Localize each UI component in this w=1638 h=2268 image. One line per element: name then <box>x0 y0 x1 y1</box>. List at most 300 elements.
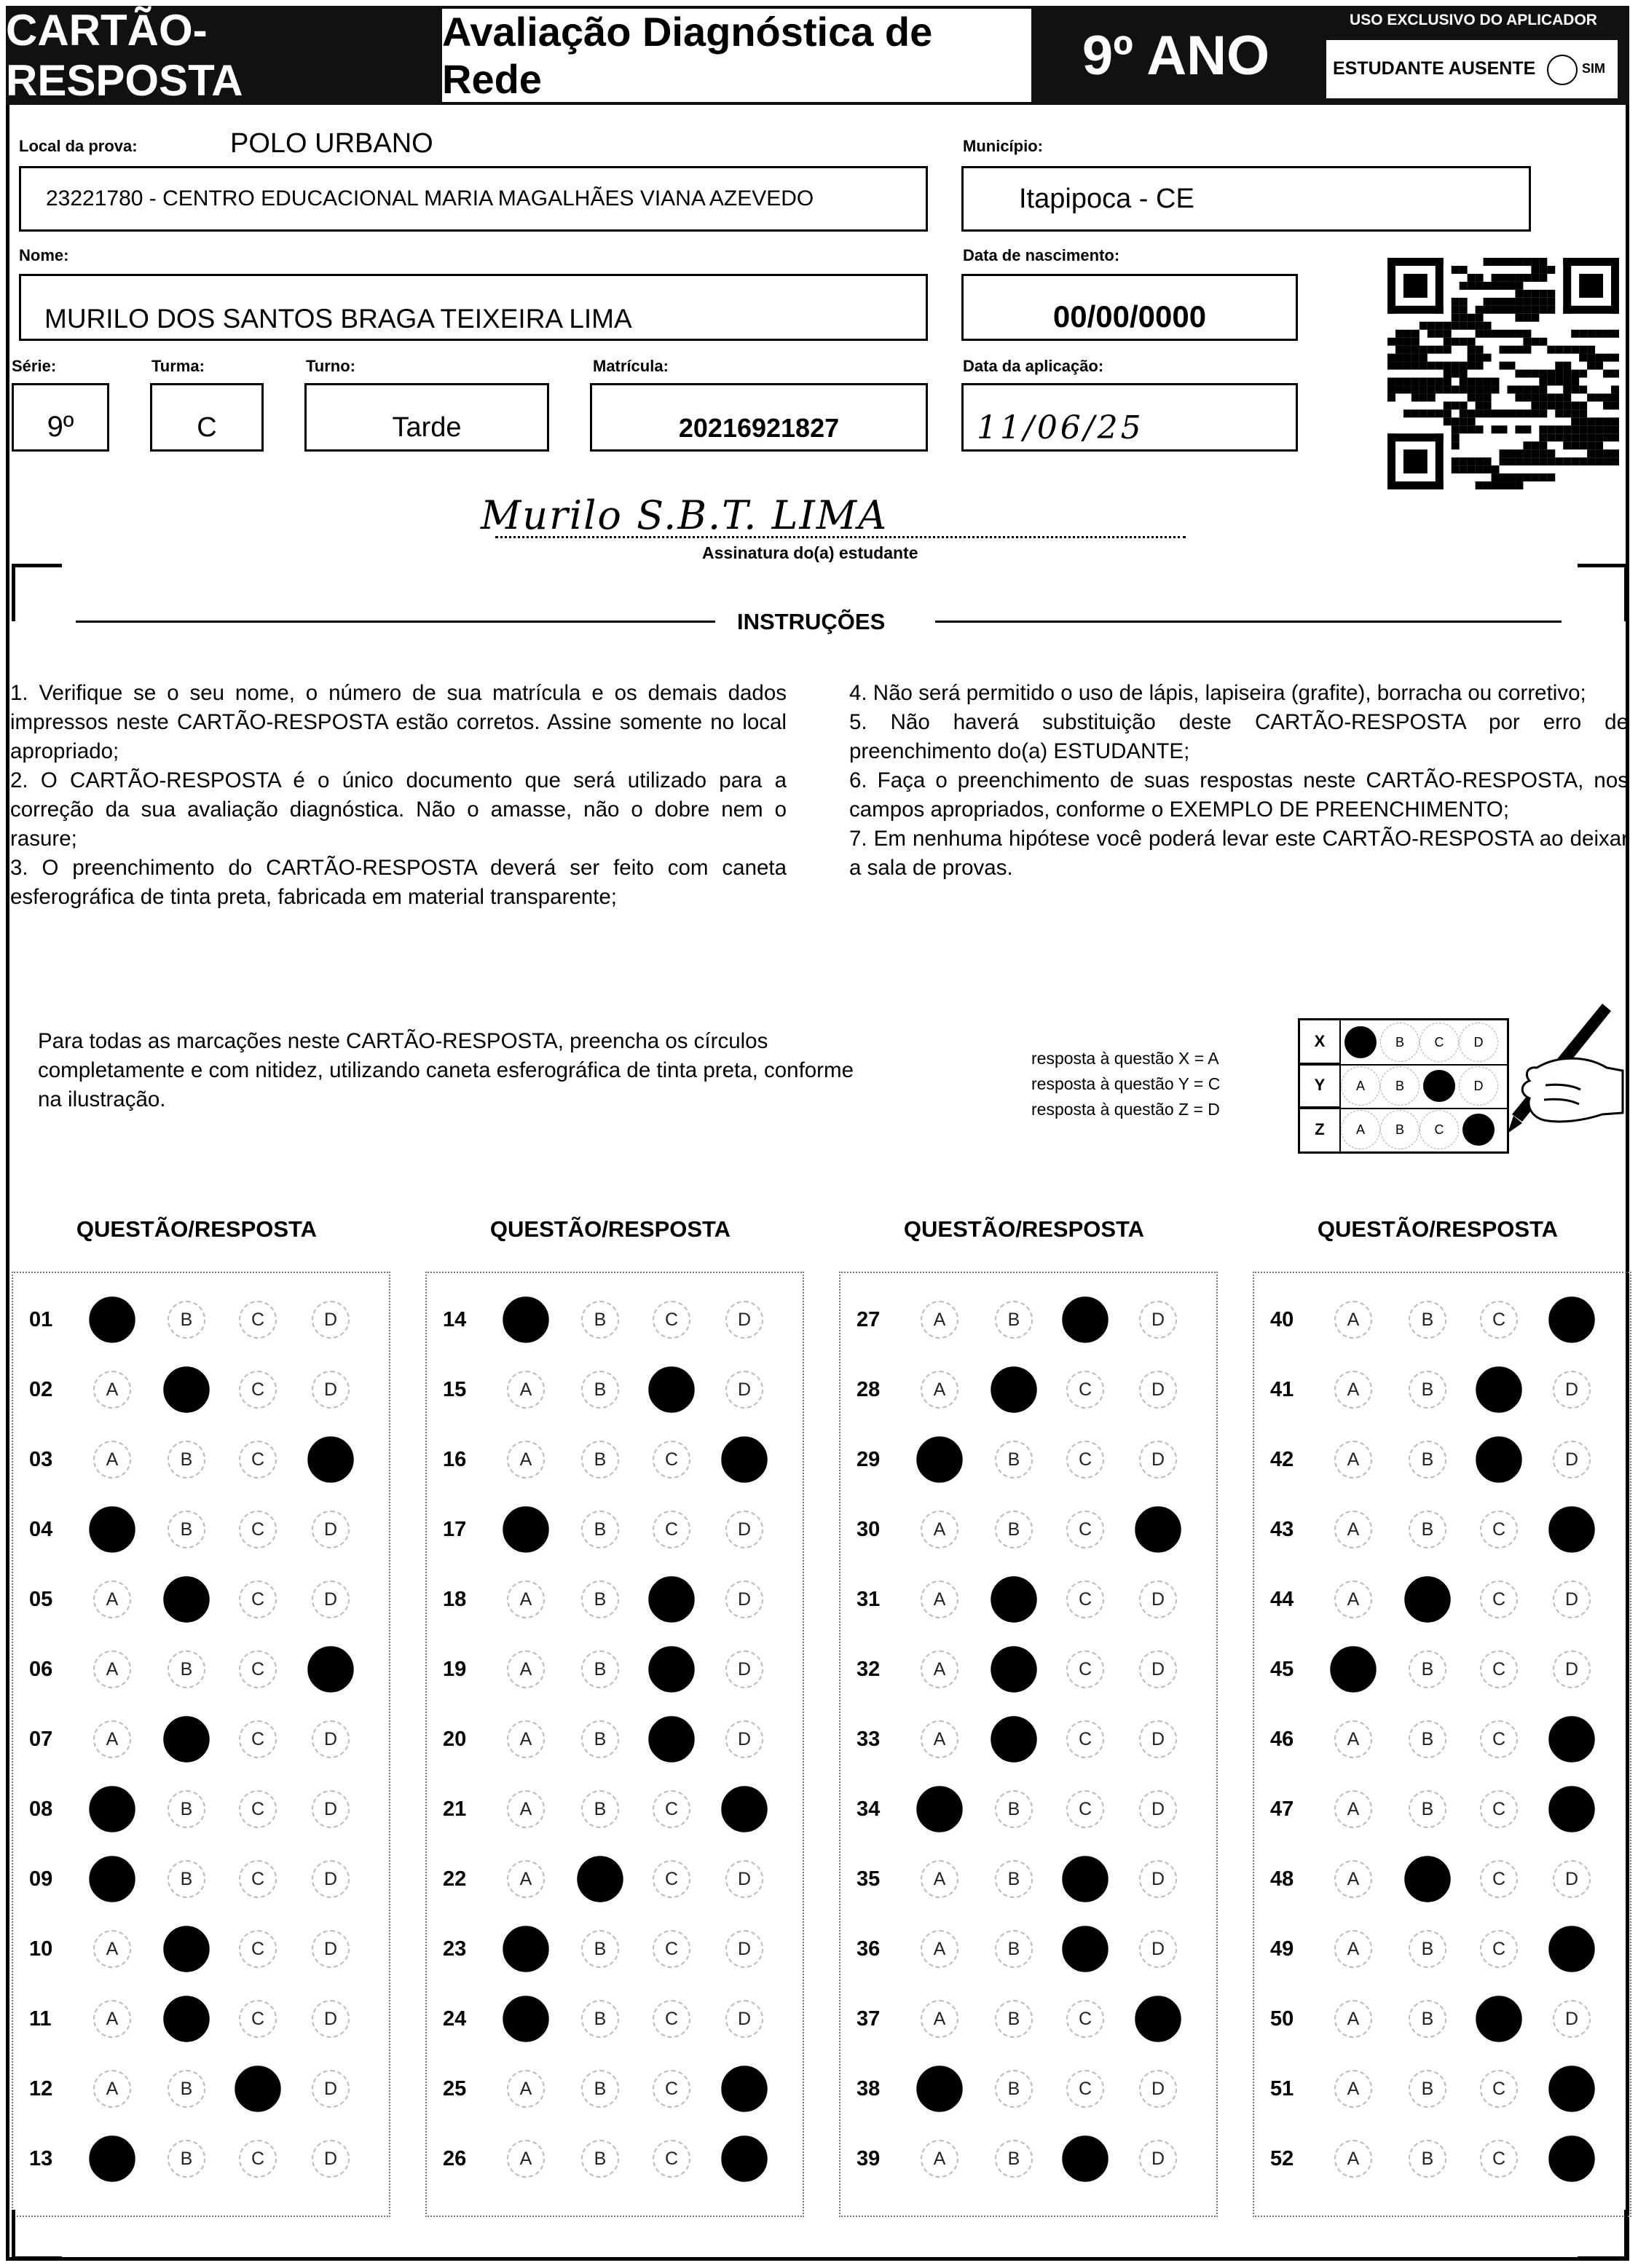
school-field <box>19 166 928 232</box>
answer-bubble-d[interactable]: D <box>1553 2000 1591 2038</box>
answer-bubble-b[interactable]: B <box>581 1650 619 1688</box>
question-number: 12 <box>29 2077 53 2100</box>
answer-bubble-d[interactable]: D <box>1135 1996 1181 2041</box>
answer-bubble-a[interactable]: A <box>93 1580 131 1618</box>
answer-bubble-a[interactable]: A <box>93 1930 131 1968</box>
answer-bubble-c[interactable]: C <box>1066 1371 1104 1409</box>
answer-bubble-a[interactable]: A <box>93 1650 131 1688</box>
shift-field <box>304 383 549 452</box>
answer-bubble-d[interactable]: D <box>1139 1371 1177 1409</box>
answer-bubble-c[interactable]: C <box>239 1301 277 1339</box>
answer-bubble-b[interactable]: B <box>581 2000 619 2038</box>
answer-bubble-a[interactable]: A <box>1334 2140 1372 2178</box>
qr-code <box>1387 258 1619 489</box>
answer-bubble-b[interactable]: B <box>995 1860 1033 1898</box>
answer-bubble-a[interactable]: A <box>507 2070 545 2108</box>
answer-bubble-c[interactable]: C <box>653 1301 690 1339</box>
instructions-title: INSTRUÇÕES <box>737 609 886 634</box>
answer-bubble-c[interactable]: C <box>239 1371 277 1409</box>
answer-row <box>1254 1298 1630 1342</box>
answer-bubble-b[interactable]: B <box>581 1720 619 1758</box>
answer-bubble-c[interactable]: C <box>1066 1580 1104 1618</box>
answer-bubble-d[interactable]: D <box>312 2070 350 2108</box>
application-value: 11/06/25 <box>977 409 1144 446</box>
answer-bubble-a[interactable]: A <box>921 1650 958 1688</box>
answer-bubble-d[interactable]: D <box>725 1650 763 1688</box>
answer-bubble-c[interactable]: C <box>653 1790 690 1828</box>
answer-bubble-c[interactable]: C <box>1480 2070 1518 2108</box>
answer-bubble-b[interactable]: B <box>581 1301 619 1339</box>
answer-row <box>427 1927 803 1971</box>
answer-row <box>840 1717 1216 1761</box>
answer-bubble-c[interactable]: C <box>239 1580 277 1618</box>
answer-bubble-d[interactable]: D <box>1139 2140 1177 2178</box>
example-filled-mark <box>1423 1070 1455 1102</box>
answer-bubble-b[interactable]: B <box>581 1930 619 1968</box>
answer-bubble-c[interactable]: C <box>1480 1930 1518 1968</box>
answer-bubble-c[interactable]: C <box>235 2066 280 2111</box>
answer-bubble-a[interactable]: A <box>1330 1646 1376 1692</box>
answer-bubble-d[interactable]: D <box>1139 1720 1177 1758</box>
location-label: Local da prova: <box>19 137 138 155</box>
answer-bubble-a[interactable]: A <box>507 1580 545 1618</box>
answer-bubble-a[interactable]: A <box>1334 1580 1372 1618</box>
answer-bubble-b[interactable]: B <box>168 1441 205 1478</box>
answer-bubble-a[interactable]: A <box>507 1720 545 1758</box>
answer-bubble-d[interactable]: D <box>1139 1790 1177 1828</box>
answer-bubble-c[interactable]: C <box>653 1930 690 1968</box>
answer-bubble-b[interactable]: B <box>991 1366 1036 1412</box>
answer-bubble-a[interactable]: A <box>89 1856 135 1902</box>
absent-bubble[interactable] <box>1547 55 1578 85</box>
answer-bubble-c[interactable]: C <box>1480 1720 1518 1758</box>
answer-bubble-d[interactable]: D <box>312 1790 350 1828</box>
answer-bubble-d[interactable]: D <box>1135 1506 1181 1552</box>
answer-bubble-b[interactable]: B <box>163 1926 209 1972</box>
answer-row <box>1254 1368 1630 1411</box>
answer-row <box>840 1647 1216 1691</box>
answer-bubble-c[interactable]: C <box>1066 1511 1104 1548</box>
answer-bubble-d[interactable]: D <box>1548 1786 1594 1832</box>
answer-bubble-a[interactable]: A <box>1334 1511 1372 1548</box>
answer-bubble-b[interactable]: B <box>168 1790 205 1828</box>
answer-row <box>427 1717 803 1761</box>
answer-row <box>427 1578 803 1621</box>
answer-row <box>840 1438 1216 1481</box>
answer-bubble-a[interactable]: A <box>507 2140 545 2178</box>
question-number: 33 <box>857 1728 881 1751</box>
answer-bubble-d[interactable]: D <box>1139 1650 1177 1688</box>
answer-bubble-d[interactable]: D <box>725 1930 763 1968</box>
location-value: POLO URBANO <box>230 128 433 159</box>
example-grid <box>1298 1018 1509 1154</box>
question-number: 42 <box>1270 1448 1294 1471</box>
answer-bubble-a[interactable]: A <box>93 2000 131 2038</box>
answer-bubble-d[interactable]: D <box>1548 2135 1594 2181</box>
answer-bubble-c[interactable]: C <box>1066 2000 1104 2038</box>
answer-bubble-d[interactable]: D <box>725 1301 763 1339</box>
question-number: 10 <box>29 1937 53 1961</box>
answer-bubble-c[interactable]: C <box>1480 1301 1518 1339</box>
answer-bubble-b[interactable]: B <box>168 2140 205 2178</box>
answer-bubble-a[interactable]: A <box>503 1926 548 1972</box>
answer-bubble-b[interactable]: B <box>995 1790 1033 1828</box>
answer-row <box>1254 2067 1630 2111</box>
question-number: 09 <box>29 1867 53 1891</box>
answer-bubble-a[interactable]: A <box>921 1580 958 1618</box>
answer-bubble-a[interactable]: A <box>507 1371 545 1409</box>
answer-bubble-d[interactable]: D <box>725 1580 763 1618</box>
answer-bubble-d[interactable]: D <box>1139 1441 1177 1478</box>
question-number: 38 <box>857 2077 881 2100</box>
answer-bubble-d[interactable]: D <box>1139 2070 1177 2108</box>
answer-bubble-b[interactable]: B <box>991 1716 1036 1762</box>
answer-row <box>427 1857 803 1901</box>
answer-bubble-d[interactable]: D <box>312 1580 350 1618</box>
answer-bubble-c[interactable]: C <box>1480 1790 1518 1828</box>
answer-bubble-d[interactable]: D <box>1139 1930 1177 1968</box>
answer-bubble-c[interactable]: C <box>1066 2070 1104 2108</box>
answer-bubble-b[interactable]: B <box>1404 1856 1450 1902</box>
answer-bubble-a[interactable]: A <box>916 1436 962 1482</box>
answer-bubble-a[interactable]: A <box>1334 1860 1372 1898</box>
question-number: 46 <box>1270 1728 1294 1751</box>
question-number: 19 <box>443 1658 467 1681</box>
answer-bubble-d[interactable]: D <box>1548 1296 1594 1342</box>
answer-bubble-d[interactable]: D <box>725 2000 763 2038</box>
answer-bubble-a[interactable]: A <box>921 1720 958 1758</box>
answers-column-header: QUESTÃO/RESPOSTA <box>1317 1216 1559 1242</box>
answer-bubble-a[interactable]: A <box>89 2135 135 2181</box>
answer-bubble-a[interactable]: A <box>507 1650 545 1688</box>
answer-bubble-b[interactable]: B <box>1409 1511 1446 1548</box>
answer-bubble-a[interactable]: A <box>1334 1441 1372 1478</box>
answer-row <box>13 2067 389 2111</box>
answer-bubble-d[interactable]: D <box>1553 1650 1591 1688</box>
question-number: 52 <box>1270 2147 1294 2170</box>
answer-bubble-b[interactable]: B <box>995 1930 1033 1968</box>
answer-bubble-a[interactable]: A <box>1334 2070 1372 2108</box>
answer-bubble-c[interactable]: C <box>648 1646 694 1692</box>
answer-bubble-c[interactable]: C <box>1066 1720 1104 1758</box>
answer-bubble-d[interactable]: D <box>1548 1926 1594 1972</box>
question-number: 27 <box>857 1308 881 1331</box>
answer-bubble-d[interactable]: D <box>307 1646 353 1692</box>
answer-bubble-a[interactable]: A <box>921 2000 958 2038</box>
answer-bubble-d[interactable]: D <box>1548 2066 1594 2111</box>
answer-bubble-a[interactable]: A <box>916 2066 962 2111</box>
answer-bubble-a[interactable]: A <box>1334 2000 1372 2038</box>
answer-bubble-b[interactable]: B <box>163 1576 209 1622</box>
answer-bubble-b[interactable]: B <box>168 1650 205 1688</box>
answer-bubble-a[interactable]: A <box>1334 1790 1372 1828</box>
answer-bubble-b[interactable]: B <box>1404 1576 1450 1622</box>
answer-bubble-c[interactable]: C <box>648 1576 694 1622</box>
answer-bubble-b[interactable]: B <box>1409 2070 1446 2108</box>
answer-bubble-a[interactable]: A <box>89 1786 135 1832</box>
answer-bubble-c[interactable]: C <box>1480 1860 1518 1898</box>
answer-bubble-b[interactable]: B <box>995 1301 1033 1339</box>
example-bubble: B <box>1380 1110 1420 1149</box>
answer-bubble-a[interactable]: A <box>93 1371 131 1409</box>
answer-bubble-a[interactable]: A <box>507 1860 545 1898</box>
answer-bubble-c[interactable]: C <box>239 2000 277 2038</box>
answer-bubble-b[interactable]: B <box>1409 1650 1446 1688</box>
answer-bubble-d[interactable]: D <box>1553 1441 1591 1478</box>
enrollment-value: 20216921827 <box>678 413 840 443</box>
answer-bubble-a[interactable]: A <box>1334 1720 1372 1758</box>
question-number: 11 <box>29 2007 52 2031</box>
example-bubble <box>1420 1066 1459 1106</box>
answer-bubble-c[interactable]: C <box>648 1366 694 1412</box>
answer-bubble-b[interactable]: B <box>581 1371 619 1409</box>
answer-bubble-b[interactable]: B <box>995 2000 1033 2038</box>
question-number: 47 <box>1270 1798 1294 1821</box>
signature-value: Murilo S.B.T. LIMA <box>481 492 889 538</box>
question-number: 30 <box>857 1518 881 1541</box>
answer-bubble-c[interactable]: C <box>1062 1926 1108 1972</box>
exam-title: Avaliação Diagnóstica de Rede <box>439 6 1034 105</box>
answer-row <box>1254 1508 1630 1551</box>
answer-bubble-c[interactable]: C <box>1480 1650 1518 1688</box>
answer-bubble-c[interactable]: C <box>239 1720 277 1758</box>
answer-bubble-c[interactable]: C <box>1062 1296 1108 1342</box>
instruction-item: 7. Em nenhuma hipótese você poderá levar este CARTÃO-RESPOSTA ao deixar a sala de provas. <box>849 827 1629 880</box>
answer-bubble-a[interactable]: A <box>921 1930 958 1968</box>
answer-bubble-a[interactable]: A <box>93 1720 131 1758</box>
answer-bubble-c[interactable]: C <box>239 1860 277 1898</box>
answer-bubble-d[interactable]: D <box>1553 1371 1591 1409</box>
answer-bubble-c[interactable]: C <box>1476 1996 1521 2041</box>
answer-bubble-c[interactable]: C <box>1476 1366 1521 1412</box>
question-number: 07 <box>29 1728 53 1751</box>
answer-row <box>13 1787 389 1831</box>
answer-bubble-c[interactable]: C <box>1480 1511 1518 1548</box>
question-number: 18 <box>443 1588 467 1611</box>
answer-row <box>13 2137 389 2181</box>
answer-bubble-d[interactable]: D <box>1139 1580 1177 1618</box>
answer-bubble-d[interactable]: D <box>721 1786 767 1832</box>
answer-bubble-b[interactable]: B <box>163 1366 209 1412</box>
answer-bubble-b[interactable]: B <box>581 1511 619 1548</box>
answer-bubble-a[interactable]: A <box>921 1301 958 1339</box>
answer-row <box>13 1438 389 1481</box>
answer-bubble-c[interactable]: C <box>239 1650 277 1688</box>
example-legend <box>1031 1046 1220 1122</box>
answer-bubble-d[interactable]: D <box>1139 1301 1177 1339</box>
answer-bubble-b[interactable]: B <box>581 1580 619 1618</box>
answer-bubble-d[interactable]: D <box>1139 1860 1177 1898</box>
answer-bubble-d[interactable]: D <box>1553 1580 1591 1618</box>
answer-bubble-d[interactable]: D <box>312 2140 350 2178</box>
answer-bubble-a[interactable]: A <box>89 1296 135 1342</box>
answer-bubble-b[interactable]: B <box>1409 1441 1446 1478</box>
name-field <box>19 274 928 341</box>
answer-row <box>13 1997 389 2041</box>
answer-bubble-b[interactable]: B <box>1409 1720 1446 1758</box>
answer-bubble-c[interactable]: C <box>239 1441 277 1478</box>
answer-bubble-b[interactable]: B <box>577 1856 623 1902</box>
answer-bubble-a[interactable]: A <box>89 1506 135 1552</box>
answer-bubble-c[interactable]: C <box>1066 1790 1104 1828</box>
answer-bubble-b[interactable]: B <box>581 2070 619 2108</box>
answer-bubble-a[interactable]: A <box>921 1860 958 1898</box>
instruction-item: 5. Não haverá substituição deste CARTÃO-RESPOSTA por erro de preenchimento do(a) ESTUDANTE; <box>849 710 1629 763</box>
answer-bubble-b[interactable]: B <box>168 1860 205 1898</box>
answer-bubble-d[interactable]: D <box>312 1511 350 1548</box>
answer-bubble-d[interactable]: D <box>307 1436 353 1482</box>
answer-bubble-b[interactable]: B <box>1409 1930 1446 1968</box>
question-number: 24 <box>443 2007 467 2031</box>
answer-bubble-a[interactable]: A <box>93 2070 131 2108</box>
question-number: 35 <box>857 1867 881 1891</box>
answer-row <box>427 2067 803 2111</box>
answer-bubble-d[interactable]: D <box>725 1720 763 1758</box>
answer-bubble-b[interactable]: B <box>163 1996 209 2041</box>
shift-value: Tarde <box>392 412 462 443</box>
signature-line <box>495 536 1186 538</box>
answer-bubble-d[interactable]: D <box>725 1860 763 1898</box>
answer-bubble-b[interactable]: B <box>1409 2000 1446 2038</box>
example-bubble: D <box>1459 1066 1498 1106</box>
answer-bubble-d[interactable]: D <box>721 1436 767 1482</box>
answer-bubble-a[interactable]: A <box>93 1441 131 1478</box>
answer-bubble-c[interactable]: C <box>653 1511 690 1548</box>
answer-bubble-c[interactable]: C <box>653 1441 690 1478</box>
answer-bubble-a[interactable]: A <box>1334 1301 1372 1339</box>
bracket-bottom-right <box>1578 2210 1628 2260</box>
question-number: 25 <box>443 2077 467 2100</box>
answer-bubble-d[interactable]: D <box>312 1720 350 1758</box>
question-number: 49 <box>1270 1937 1294 1961</box>
answer-bubble-b[interactable]: B <box>995 2070 1033 2108</box>
application-field <box>961 383 1298 452</box>
answer-bubble-d[interactable]: D <box>312 1371 350 1409</box>
answer-bubble-b[interactable]: B <box>995 1441 1033 1478</box>
answer-bubble-a[interactable]: A <box>921 1371 958 1409</box>
pen-illustration-icon <box>1478 998 1624 1143</box>
name-value: MURILO DOS SANTOS BRAGA TEIXEIRA LIMA <box>44 304 632 334</box>
answer-bubble-d[interactable]: D <box>1553 1860 1591 1898</box>
answer-bubble-a[interactable]: A <box>916 1786 962 1832</box>
answer-bubble-c[interactable]: C <box>239 2140 277 2178</box>
answer-bubble-c[interactable]: C <box>1066 1650 1104 1688</box>
answer-bubble-b[interactable]: B <box>1409 2140 1446 2178</box>
answer-bubble-b[interactable]: B <box>995 1511 1033 1548</box>
answer-bubble-a[interactable]: A <box>507 1441 545 1478</box>
answer-bubble-c[interactable]: C <box>1476 1436 1521 1482</box>
question-number: 41 <box>1270 1378 1294 1401</box>
answer-bubble-b[interactable]: B <box>1409 1790 1446 1828</box>
answer-bubble-a[interactable]: A <box>503 1506 548 1552</box>
answer-bubble-d[interactable]: D <box>1548 1506 1594 1552</box>
answer-bubble-d[interactable]: D <box>312 1860 350 1898</box>
answer-bubble-a[interactable]: A <box>1334 1371 1372 1409</box>
answer-bubble-c[interactable]: C <box>1480 1580 1518 1618</box>
class-label: Turma: <box>151 357 205 375</box>
class-value: C <box>197 412 217 443</box>
example-bubble: D <box>1459 1023 1498 1062</box>
answer-bubble-a[interactable]: A <box>1334 1930 1372 1968</box>
answer-bubble-c[interactable]: C <box>239 1790 277 1828</box>
answer-bubble-b[interactable]: B <box>995 2140 1033 2178</box>
answer-bubble-b[interactable]: B <box>168 2070 205 2108</box>
answer-bubble-b[interactable]: B <box>991 1576 1036 1622</box>
answer-bubble-d[interactable]: D <box>725 1371 763 1409</box>
answer-bubble-c[interactable]: C <box>653 2000 690 2038</box>
answer-bubble-d[interactable]: D <box>721 2135 767 2181</box>
instruction-item: 4. Não será permitido o uso de lápis, lapiseira (grafite), borracha ou corretivo; <box>849 681 1586 705</box>
answer-bubble-b[interactable]: B <box>1409 1301 1446 1339</box>
answer-bubble-b[interactable]: B <box>991 1646 1036 1692</box>
answer-bubble-b[interactable]: B <box>581 1790 619 1828</box>
answer-bubble-d[interactable]: D <box>312 1930 350 1968</box>
answers-column-header: QUESTÃO/RESPOSTA <box>76 1216 318 1242</box>
series-value: 9º <box>47 411 74 443</box>
answer-row <box>427 2137 803 2181</box>
applicator-title: USO EXCLUSIVO DO APLICADOR <box>1350 12 1597 28</box>
answer-row <box>13 1298 389 1342</box>
answer-bubble-c[interactable]: C <box>653 2140 690 2178</box>
answer-bubble-c[interactable]: C <box>239 1511 277 1548</box>
answer-row <box>427 1647 803 1691</box>
school-value: 23221780 - CENTRO EDUCACIONAL MARIA MAGALHÃES VIANA AZEVEDO <box>46 186 814 210</box>
answer-row <box>1254 2137 1630 2181</box>
birth-field <box>961 274 1298 341</box>
answer-bubble-d[interactable]: D <box>1548 1716 1594 1762</box>
answer-bubble-b[interactable]: B <box>168 1301 205 1339</box>
answer-bubble-d[interactable]: D <box>312 1301 350 1339</box>
answer-bubble-d[interactable]: D <box>312 2000 350 2038</box>
answer-bubble-d[interactable]: D <box>725 1511 763 1548</box>
answer-row <box>840 2067 1216 2111</box>
question-number: 23 <box>443 1937 467 1961</box>
answer-bubble-c[interactable]: C <box>1062 2135 1108 2181</box>
answer-bubble-b[interactable]: B <box>581 1441 619 1478</box>
answer-row <box>840 1578 1216 1621</box>
answer-row <box>427 1997 803 2041</box>
answer-bubble-a[interactable]: A <box>921 1511 958 1548</box>
answer-bubble-c[interactable]: C <box>1062 1856 1108 1902</box>
answer-bubble-c[interactable]: C <box>1066 1441 1104 1478</box>
answer-bubble-c[interactable]: C <box>239 1930 277 1968</box>
example-row-label: Z <box>1300 1108 1341 1151</box>
answer-bubble-d[interactable]: D <box>721 2066 767 2111</box>
answer-bubble-a[interactable]: A <box>503 1296 548 1342</box>
question-number: 14 <box>443 1308 467 1331</box>
question-number: 26 <box>443 2147 467 2170</box>
answer-bubble-b[interactable]: B <box>581 2140 619 2178</box>
answer-bubble-c[interactable]: C <box>653 2070 690 2108</box>
answer-row <box>427 1508 803 1551</box>
answer-bubble-a[interactable]: A <box>921 2140 958 2178</box>
answer-bubble-a[interactable]: A <box>507 1790 545 1828</box>
answer-bubble-b[interactable]: B <box>168 1511 205 1548</box>
answer-bubble-b[interactable]: B <box>163 1716 209 1762</box>
answer-bubble-b[interactable]: B <box>1409 1371 1446 1409</box>
answers-column-header: QUESTÃO/RESPOSTA <box>489 1216 731 1242</box>
answer-bubble-c[interactable]: C <box>648 1716 694 1762</box>
answer-bubble-c[interactable]: C <box>653 1860 690 1898</box>
answer-row <box>427 1368 803 1411</box>
fill-note: Para todas as marcações neste CARTÃO-RESPOSTA, preencha os círculos completamente e com nitidez, utilizando caneta esferográfica de tinta preta, conforme na ilustração. <box>38 1029 854 1111</box>
answer-bubble-c[interactable]: C <box>1480 2140 1518 2178</box>
instructions-left <box>10 679 787 912</box>
answer-bubble-a[interactable]: A <box>503 1996 548 2041</box>
answer-row <box>840 1298 1216 1342</box>
grade-title: 9º ANO <box>1034 6 1318 105</box>
name-label: Nome: <box>19 246 69 264</box>
